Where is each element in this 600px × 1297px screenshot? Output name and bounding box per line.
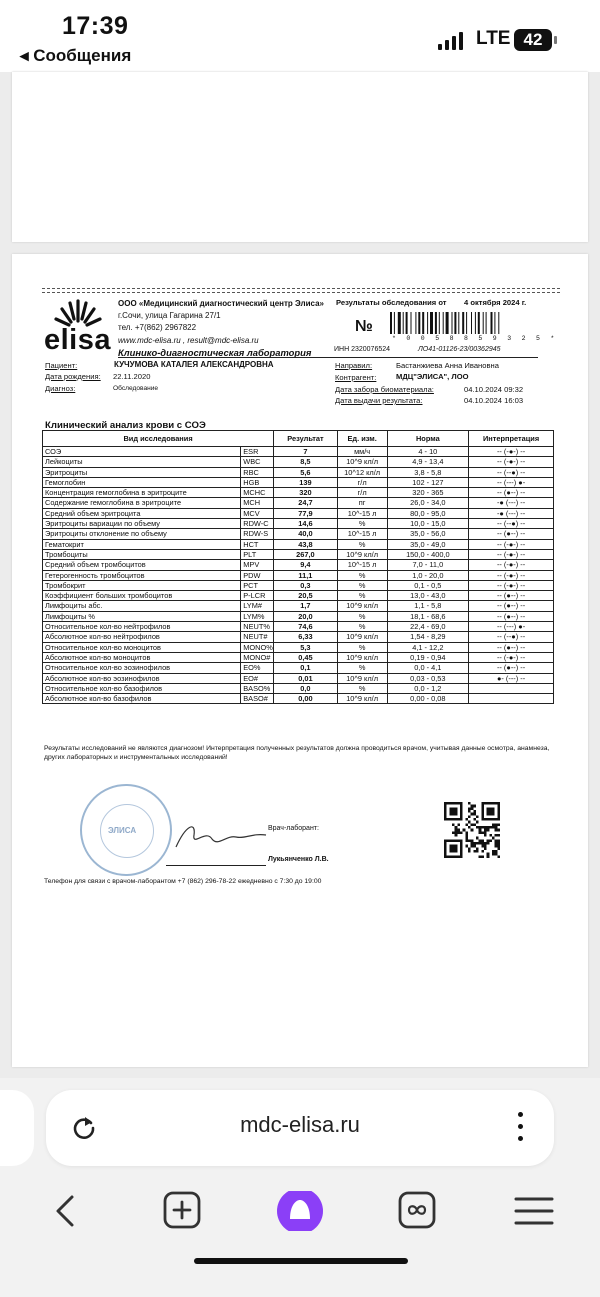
status-time: 17:39 (62, 12, 129, 40)
stamp-text: ЭЛИСА (108, 826, 137, 835)
row-test-code: MPV (241, 560, 274, 570)
browser-bottom-bar (0, 1078, 600, 1297)
row-norm: 320 - 365 (387, 488, 469, 498)
number-sign: № (355, 318, 373, 335)
row-unit: % (337, 683, 387, 693)
document-page-1 (12, 72, 588, 242)
row-result: 20,5 (274, 591, 338, 601)
org-lab: Клинико-диагностическая лаборатория (118, 346, 312, 358)
row-test-code: RBC (241, 467, 274, 477)
row-result: 14,6 (274, 519, 338, 529)
dob-label: Дата рождения: (45, 372, 101, 381)
row-result: 0,0 (274, 683, 338, 693)
new-tab-icon[interactable] (158, 1191, 206, 1231)
table-row (43, 508, 554, 518)
col-test-name: Вид исследования (43, 431, 274, 447)
qr-code-icon (444, 802, 500, 858)
row-interpretation: -- (-●-) -- (469, 549, 554, 559)
elisa-logo-text: elisa (44, 324, 111, 356)
row-norm: 0,0 - 4,1 (387, 663, 469, 673)
status-bar (0, 0, 600, 72)
referrer-value: Бастанжиева Анна Ивановна (396, 361, 499, 370)
row-test-code: LYM# (241, 601, 274, 611)
table-row (43, 467, 554, 477)
row-test-code: NEUT% (241, 622, 274, 632)
license-number: ЛО41-01126-23/00362945 (418, 346, 501, 353)
row-interpretation: -- (---) ●- (469, 477, 554, 487)
row-norm: 102 - 127 (387, 477, 469, 487)
row-norm: 35,0 - 56,0 (387, 529, 469, 539)
row-result: 0,01 (274, 673, 338, 683)
inn: ИНН 2320076524 (334, 346, 391, 353)
row-unit: % (337, 539, 387, 549)
phone-note: Телефон для связи с врачом-лаборантом +7 (862) 296-78-22 ежедневно с 7:30 до 19:00 (44, 878, 322, 885)
row-test-code: PLT (241, 549, 274, 559)
row-interpretation: -- (●--) -- (469, 601, 554, 611)
header-underline (118, 357, 538, 358)
table-row (43, 632, 554, 642)
row-test-name: Относительное кол-во эозинофилов (43, 663, 241, 673)
row-test-code: ESR (241, 447, 274, 457)
row-unit: 10^9 кл/л (337, 549, 387, 559)
address-bar[interactable] (46, 1090, 554, 1166)
row-test-name: Абсолютное кол-во базофилов (43, 694, 241, 704)
row-test-code: PCT (241, 580, 274, 590)
row-norm: 1,1 - 5,8 (387, 601, 469, 611)
row-test-name: Относительное кол-во нейтрофилов (43, 622, 241, 632)
barcode-icon (390, 312, 546, 334)
row-norm: 7,0 - 11,0 (387, 560, 469, 570)
col-norm: Норма (387, 431, 469, 447)
referrer-label: Направил: (335, 361, 373, 370)
row-test-name: Эритроциты вариации по объему (43, 519, 241, 529)
row-test-code: P-LCR (241, 591, 274, 601)
row-result: 0,3 (274, 580, 338, 590)
row-test-code: MONO% (241, 642, 274, 652)
dob-value: 22.11.2020 (113, 372, 151, 381)
org-phone: тел. +7(862) 2967822 (118, 323, 197, 333)
row-result: 5,6 (274, 467, 338, 477)
row-interpretation: ●- (---) -- (469, 673, 554, 683)
row-interpretation: -- (-●-) -- (469, 539, 554, 549)
row-unit: г/л (337, 477, 387, 487)
row-test-code: MCH (241, 498, 274, 508)
row-test-code: HCT (241, 539, 274, 549)
row-interpretation: -● (---) -- (469, 498, 554, 508)
row-unit: 10^-15 л (337, 560, 387, 570)
table-row (43, 642, 554, 652)
row-result: 74,6 (274, 622, 338, 632)
row-norm: 4 - 10 (387, 447, 469, 457)
row-interpretation: -- (-●-) -- (469, 652, 554, 662)
table-row (43, 570, 554, 580)
row-norm: 80,0 - 95,0 (387, 508, 469, 518)
row-norm: 4,1 - 12,2 (387, 642, 469, 652)
test-title: Клинический анализ крови с СОЭ (45, 420, 206, 431)
row-interpretation: -- (--●) -- (469, 632, 554, 642)
row-interpretation: -- (-●-) -- (469, 457, 554, 467)
browser-navigation (0, 1179, 600, 1239)
row-norm: 3,8 - 5,8 (387, 467, 469, 477)
row-interpretation: -- (-●-) -- (469, 447, 554, 457)
results-date: 4 октября 2024 г. (464, 298, 527, 307)
row-test-code: BASO# (241, 694, 274, 704)
row-norm: 10,0 - 15,0 (387, 519, 469, 529)
results-table (42, 430, 554, 704)
table-row (43, 539, 554, 549)
row-test-code: HGB (241, 477, 274, 487)
row-test-name: Коэффициент больших тромбоцитов (43, 591, 241, 601)
table-row (43, 477, 554, 487)
clinic-stamp (80, 784, 172, 876)
row-norm: 22,4 - 69,0 (387, 622, 469, 632)
row-unit: % (337, 622, 387, 632)
row-result: 5,3 (274, 642, 338, 652)
row-test-name: Эритроциты (43, 467, 241, 477)
row-result: 320 (274, 488, 338, 498)
row-unit: % (337, 519, 387, 529)
row-result: 267,0 (274, 549, 338, 559)
row-interpretation: -- (●--) -- (469, 488, 554, 498)
doctor-name: Лукьянченко Л.В. (268, 856, 329, 863)
col-unit: Ед. изм. (337, 431, 387, 447)
row-result: 43,8 (274, 539, 338, 549)
row-interpretation: -- (-●-) -- (469, 580, 554, 590)
disclaimer: Результаты исследований не являются диагнозом! Интерпретация полученных результатов должна проводиться врачом, учитывая данные осмотра, анамнеза, других лабораторных и инструментальных исследований! (44, 745, 550, 762)
row-test-name: Содержание гемоглобина в эритроците (43, 498, 241, 508)
table-row (43, 622, 554, 632)
row-test-name: Эритроциты отклонение по объему (43, 529, 241, 539)
previous-tab-card[interactable] (0, 1090, 34, 1166)
table-row (43, 611, 554, 621)
row-interpretation: -- (-●-) -- (469, 560, 554, 570)
battery-icon: 42 (514, 29, 552, 51)
row-test-code: MCV (241, 508, 274, 518)
table-row (43, 549, 554, 559)
document-page-2 (12, 254, 588, 1067)
row-test-name: Гематокрит (43, 539, 241, 549)
row-result: 20,0 (274, 611, 338, 621)
row-result: 0,45 (274, 652, 338, 662)
row-result: 11,1 (274, 570, 338, 580)
doctor-signature (166, 817, 276, 857)
issue-date-label: Дата выдачи результата: (335, 396, 423, 405)
row-interpretation (469, 694, 554, 704)
row-result: 0,1 (274, 663, 338, 673)
row-norm: 1,0 - 20,0 (387, 570, 469, 580)
row-unit: % (337, 642, 387, 652)
row-unit: 10^9 кл/л (337, 457, 387, 467)
menu-icon[interactable] (510, 1191, 558, 1231)
row-test-name: Лимфоциты % (43, 611, 241, 621)
table-row (43, 663, 554, 673)
row-test-name: Лимфоциты абс. (43, 601, 241, 611)
row-test-name: Концентрация гемоглобина в эритроците (43, 488, 241, 498)
row-norm: 0,03 - 0,53 (387, 673, 469, 683)
row-result: 7 (274, 447, 338, 457)
table-row (43, 519, 554, 529)
row-interpretation: -- (●--) -- (469, 529, 554, 539)
col-result: Результат (274, 431, 338, 447)
row-unit: 10^9 кл/л (337, 694, 387, 704)
results-header: Результаты обследования от (336, 298, 447, 307)
row-test-code: MCHC (241, 488, 274, 498)
row-test-code: BASO% (241, 683, 274, 693)
row-norm: 26,0 - 34,0 (387, 498, 469, 508)
row-test-name: Гетерогенность тромбоцитов (43, 570, 241, 580)
row-interpretation: -- (●--) -- (469, 591, 554, 601)
back-to-messages-link[interactable]: ◂ Сообщения (20, 46, 132, 65)
row-interpretation: -- (--●) -- (469, 467, 554, 477)
url-text[interactable]: mdc-elisa.ru (240, 1112, 360, 1137)
row-norm: 150,0 - 400,0 (387, 549, 469, 559)
row-test-name: Относительное кол-во базофилов (43, 683, 241, 693)
row-test-code: EO# (241, 673, 274, 683)
row-test-name: СОЭ (43, 447, 241, 457)
sample-date-label: Дата забора биоматериала: (335, 385, 434, 394)
table-header-row (43, 431, 554, 447)
row-test-name: Абсолютное кол-во эозинофилов (43, 673, 241, 683)
row-unit: 10^9 кл/л (337, 652, 387, 662)
row-result: 8,5 (274, 457, 338, 467)
table-row (43, 694, 554, 704)
row-test-name: Лейкоциты (43, 457, 241, 467)
row-test-code: WBC (241, 457, 274, 467)
org-web: www.mdc-elisa.ru , result@mdc-elisa.ru (118, 335, 259, 345)
diagnosis-value: Обследование (113, 385, 159, 392)
table-row (43, 457, 554, 467)
table-row (43, 447, 554, 457)
row-unit: мм/ч (337, 447, 387, 457)
row-norm: 35,0 - 49,0 (387, 539, 469, 549)
row-norm: 0,0 - 1,2 (387, 683, 469, 693)
row-test-code: LYM% (241, 611, 274, 621)
contractor-label: Контрагент: (335, 373, 377, 382)
row-unit: г/л (337, 488, 387, 498)
table-row (43, 591, 554, 601)
row-test-code: PDW (241, 570, 274, 580)
row-test-code: MONO# (241, 652, 274, 662)
row-unit: % (337, 580, 387, 590)
row-norm: 0,1 - 0,5 (387, 580, 469, 590)
row-unit: % (337, 591, 387, 601)
col-interpretation: Интерпретация (469, 431, 554, 447)
issue-date-value: 04.10.2024 16:03 (464, 396, 524, 405)
signal-icon (438, 30, 468, 50)
row-norm: 4,9 - 13,4 (387, 457, 469, 467)
battery-tip (554, 36, 557, 44)
row-result: 139 (274, 477, 338, 487)
tabs-icon[interactable] (393, 1191, 441, 1231)
back-arrow-icon[interactable] (42, 1191, 90, 1231)
contractor-value: МДЦ"ЭЛИСА", ЛОО (396, 372, 469, 381)
row-unit: % (337, 611, 387, 621)
row-interpretation (469, 683, 554, 693)
row-interpretation: -● (---) -- (469, 508, 554, 518)
table-row (43, 529, 554, 539)
row-interpretation: -- (-●-) -- (469, 570, 554, 580)
network-type: LTE (476, 28, 511, 49)
table-row (43, 488, 554, 498)
row-unit: 10^12 кл/л (337, 467, 387, 477)
row-interpretation: -- (--●) -- (469, 519, 554, 529)
barcode-digits: * 0 0 5 8 8 5 9 3 2 5 * (392, 335, 558, 342)
organization-info (118, 298, 324, 359)
table-row (43, 601, 554, 611)
row-test-code: RDW-C (241, 519, 274, 529)
row-unit: 10^9 кл/л (337, 601, 387, 611)
row-norm: 0,19 - 0,94 (387, 652, 469, 662)
row-result: 40,0 (274, 529, 338, 539)
row-unit: 10^9 кл/л (337, 632, 387, 642)
row-test-name: Гемоглобин (43, 477, 241, 487)
signature-line (166, 865, 266, 866)
row-unit: % (337, 570, 387, 580)
home-indicator (194, 1258, 408, 1264)
row-norm: 18,1 - 68,6 (387, 611, 469, 621)
row-unit: пг (337, 498, 387, 508)
row-unit: 10^9 кл/л (337, 673, 387, 683)
row-interpretation: -- (●--) -- (469, 642, 554, 652)
row-result: 77,9 (274, 508, 338, 518)
row-test-name: Абсолютное кол-во нейтрофилов (43, 632, 241, 642)
row-test-name: Тромбоциты (43, 549, 241, 559)
alice-icon[interactable] (276, 1191, 324, 1231)
more-icon[interactable] (518, 1112, 524, 1148)
doctor-label: Врач-лаборант: (268, 825, 319, 832)
row-interpretation: -- (●--) -- (469, 663, 554, 673)
row-interpretation: -- (---) ●- (469, 622, 554, 632)
org-address: г.Сочи, улица Гагарина 27/1 (118, 311, 221, 321)
patient-label: Пациент: (45, 361, 78, 370)
row-result: 0,00 (274, 694, 338, 704)
row-unit: % (337, 663, 387, 673)
row-result: 1,7 (274, 601, 338, 611)
row-norm: 1,54 - 8,29 (387, 632, 469, 642)
table-row (43, 498, 554, 508)
table-row (43, 580, 554, 590)
row-result: 6,33 (274, 632, 338, 642)
row-unit: 10^-15 л (337, 508, 387, 518)
row-result: 24,7 (274, 498, 338, 508)
row-test-name: Средний объем эритроцита (43, 508, 241, 518)
row-test-name: Средний объем тромбоцитов (43, 560, 241, 570)
row-norm: 0,00 - 0,08 (387, 694, 469, 704)
table-row (43, 673, 554, 683)
row-test-name: Относительное кол-во моноцитов (43, 642, 241, 652)
row-test-code: RDW-S (241, 529, 274, 539)
header-divider (42, 292, 560, 295)
row-unit: 10^-15 л (337, 529, 387, 539)
row-test-code: NEUT# (241, 632, 274, 642)
header-divider (42, 288, 560, 291)
row-result: 9,4 (274, 560, 338, 570)
table-row (43, 560, 554, 570)
org-name: ООО «Медицинский диагностический центр Элиса» (118, 299, 324, 308)
row-norm: 13,0 - 43,0 (387, 591, 469, 601)
row-test-name: Тромбокрит (43, 580, 241, 590)
patient-name: КУЧУМОВА КАТАЛЕЯ АЛЕКСАНДРОВНА (114, 360, 274, 369)
table-row (43, 683, 554, 693)
row-test-name: Абсолютное кол-во моноцитов (43, 652, 241, 662)
diagnosis-label: Диагноз: (45, 384, 76, 393)
sample-date-value: 04.10.2024 09:32 (464, 385, 524, 394)
table-row (43, 652, 554, 662)
row-interpretation: -- (●--) -- (469, 611, 554, 621)
row-test-code: EO% (241, 663, 274, 673)
